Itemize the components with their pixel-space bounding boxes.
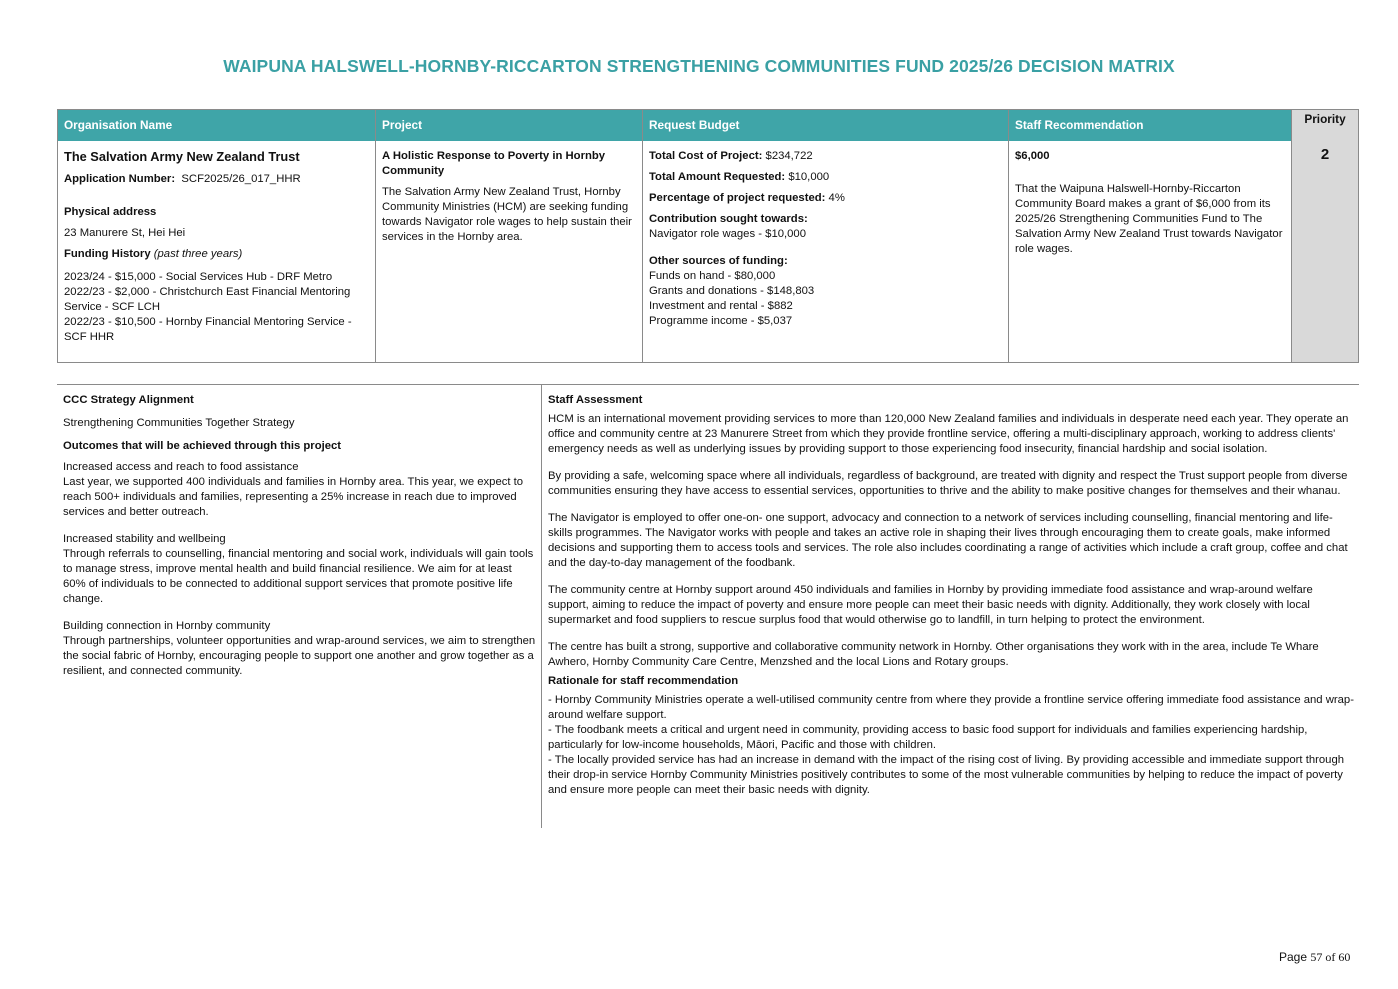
strategy-alignment-section [63, 393, 537, 679]
funding-item: 2022/23 - $2,000 - Christchurch East Financial Mentoring Service - SCF LCH [64, 286, 351, 313]
other-source-item: Funds on hand - $80,000 [649, 270, 776, 282]
project-header: Project [376, 110, 642, 141]
recommendation-column [1009, 110, 1292, 362]
funding-item: 2023/24 - $15,000 - Social Services Hub - DRF Metro [64, 271, 333, 283]
requested-value: $10,000 [788, 171, 830, 183]
app-number: SCF2025/26_017_HHR [181, 173, 301, 185]
funding-history-heading [64, 247, 369, 262]
assessment-paragraph: The centre has built a strong, supportive and collaborative community network in Hornby. Other organisations they work with in the area, include Te Whare Awhero, Hornby Community Care Centre, Menzshed and the local Lions and Rotary groups. [548, 641, 1319, 668]
section-divider [57, 384, 1359, 385]
outcomes-heading: Outcomes that will be achieved through this project [63, 440, 342, 452]
percent-value: 4% [828, 192, 845, 204]
percent-label: Percentage of project requested: [649, 192, 826, 204]
strategy-heading: CCC Strategy Alignment [63, 394, 194, 406]
assessment-paragraph: HCM is an international movement providing services to more than 120,000 New Zealand families and individuals in desperate need each year. They operate an office and community centre at 23 Manurere Street from which they provide frontline service, offering a multi-disciplinary approach, working to address clients' emergency needs as well as underlying issues by providing support to those experiencing food insecurity, financial hardship and social isolation. [548, 413, 1349, 455]
assessment-paragraph: The community centre at Hornby support around 450 individuals and families in Hornby by providing immediate food assistance and wrap-around welfare support, aiming to reduce the impact of poverty and ensure more people can meet their basic needs with dignity. Additionally, they work closely with local supermarket and food suppliers to rescue surplus food that would otherwise go to landfill, in turn helping to protect the environment. [548, 584, 1313, 626]
funding-note: (past three years) [153, 248, 243, 260]
decision-matrix-table [57, 109, 1359, 363]
page-number [1279, 950, 1350, 965]
outcome-title: Building connection in Hornby community [63, 620, 271, 632]
contribution-label: Contribution sought towards: [649, 213, 808, 225]
total-cost-label: Total Cost of Project: [649, 150, 763, 162]
total-cost-value: $234,722 [765, 150, 813, 162]
page-count: 57 of 60 [1310, 950, 1351, 964]
address-value: 23 Manurere St, Hei Hei [64, 227, 186, 239]
funding-item: 2022/23 - $10,500 - Hornby Financial Mentoring Service - SCF HHR [64, 316, 352, 343]
rationale-item: - Hornby Community Ministries operate a well-utilised community centre from where they provide a frontline service offering immediate food assistance and wrap-around welfare support. [548, 694, 1354, 721]
funding-history-list [64, 270, 369, 345]
application-number [64, 172, 369, 187]
assessment-paragraph: The Navigator is employed to offer one-on- one support, advocacy and connection to a network of services including counselling, financial mentoring and life-skills programmes. The Navigator works with people and takes an active role in shaping their lives through encouraging them to create goals, make informed decisions and supporting them to access tools and services. The role also includes coordinating a range of activities which include a craft group, coffee and chat and the day-to-day management of the foodbank. [548, 512, 1348, 569]
amount-requested [649, 170, 1002, 185]
outcome-body: Through partnerships, volunteer opportunities and wrap-around services, we aim to strengthen the social fabric of Hornby, encouraging people to support one another and grow together as a resilient, and connected community. [63, 635, 536, 677]
budget-header: Request Budget [643, 110, 1008, 141]
other-source-item: Investment and rental - $882 [649, 300, 793, 312]
document-title: WAIPUNA HALSWELL-HORNBY-RICCARTON STRENGTHENING COMMUNITIES FUND 2025/26 DECISION MATRIX [223, 56, 1175, 76]
strategy-name: Strengthening Communities Together Strategy [63, 417, 295, 429]
assessment-heading: Staff Assessment [548, 394, 643, 406]
priority-column [1292, 110, 1358, 362]
budget-column [643, 110, 1009, 362]
priority-value: 2 [1320, 146, 1330, 163]
outcome-item [63, 460, 537, 520]
rationale-item: - The locally provided service has had an increase in demand with the impact of the rising cost of living. By providing accessible and immediate support through their drop-in service Hornby Community Ministries positively contributes to some of the most vulnerable communities by helping to reduce the impact of poverty and ensure more people can meet their basic needs with dignity. [548, 754, 1345, 796]
project-column [376, 110, 643, 362]
outcome-item [63, 619, 537, 679]
staff-assessment-section [548, 393, 1354, 798]
outcome-title: Increased stability and wellbeing [63, 533, 226, 545]
column-divider [541, 385, 542, 828]
outcome-item [63, 532, 537, 607]
other-source-item: Grants and donations - $148,803 [649, 285, 815, 297]
total-cost [649, 149, 1002, 164]
project-title: A Holistic Response to Poverty in Hornby Community [382, 150, 606, 177]
org-name: The Salvation Army New Zealand Trust [64, 149, 300, 164]
assessment-paragraph: By providing a safe, welcoming space where all individuals, regardless of background, are treated with dignity and respect the Trust support people from diverse communities ensuring they have access to essential services, opportunities to thrive and the ability to make positive changes for themselves and their whanau. [548, 470, 1348, 497]
priority-header: Priority [1292, 110, 1358, 141]
org-header: Organisation Name [58, 110, 375, 141]
address-label: Physical address [64, 206, 157, 218]
outcome-body: Last year, we supported 400 individuals and families in Hornby area. This year, we expect to reach 500+ individuals and families, representing a 25% increase in reach due to improved services and better outreach. [63, 476, 524, 518]
rationale-heading: Rationale for staff recommendation [548, 675, 739, 687]
funding-label: Funding History [64, 248, 151, 260]
other-sources-label: Other sources of funding: [649, 255, 788, 267]
recommendation-text: That the Waipuna Halswell-Hornby-Riccarton Community Board makes a grant of $6,000 from its 2025/26 Strengthening Communities Fund to The Salvation Army New Zealand Trust towards Navigator role wages. [1015, 183, 1283, 255]
other-source-item: Programme income - $5,037 [649, 315, 793, 327]
recommendation-amount: $6,000 [1015, 150, 1050, 162]
percent-requested [649, 191, 1002, 206]
project-description: The Salvation Army New Zealand Trust, Hornby Community Ministries (HCM) are seeking funding towards Navigator role wages to help sustain their services in the Hornby area. [382, 186, 632, 243]
org-column [58, 110, 376, 362]
outcome-title: Increased access and reach to food assistance [63, 461, 299, 473]
outcome-body: Through referrals to counselling, financial mentoring and social work, individuals will gain tools to manage stress, improve mental health and build financial resilience. We aim for at least 60% of individuals to be connected to additional support services that promote positive life change. [63, 548, 534, 605]
page-label: Page [1279, 950, 1308, 964]
rationale-list [548, 693, 1354, 798]
requested-label: Total Amount Requested: [649, 171, 786, 183]
recommendation-header: Staff Recommendation [1009, 110, 1291, 141]
contribution-value: Navigator role wages - $10,000 [649, 228, 806, 240]
rationale-item: - The foodbank meets a critical and urgent need in community, providing access to basic food support for individuals and families experiencing hardship, particularly for low-income households, Māori, Pacific and those with children. [548, 724, 1308, 751]
app-label: Application Number: [64, 173, 176, 185]
